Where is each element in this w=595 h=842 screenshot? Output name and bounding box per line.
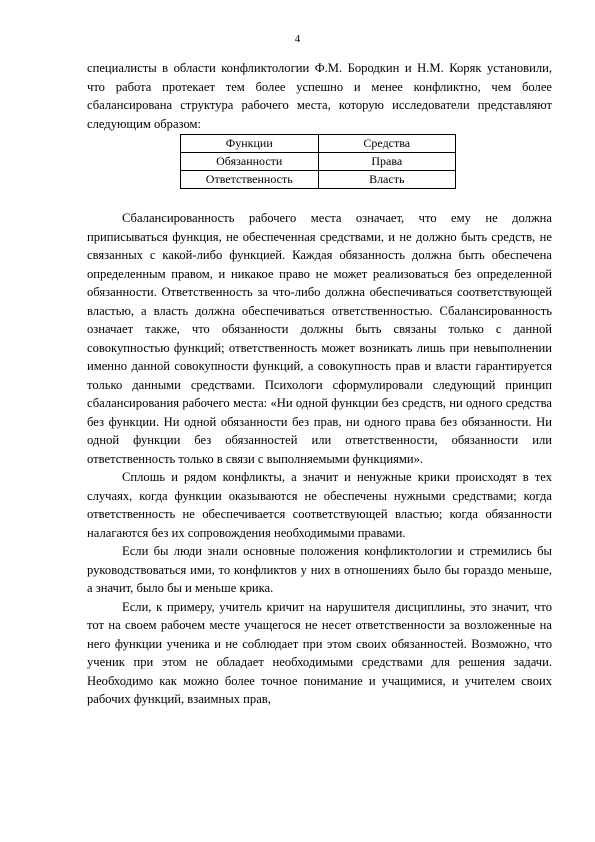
page-number: 4 (294, 33, 301, 45)
table-cell: Власть (318, 171, 456, 189)
table-cell: Ответственность (181, 171, 319, 189)
table-cell: Обязанности (181, 153, 319, 171)
paragraph-balance: Сбалансированность рабочего места означает, что ему не должна приписываться функция, не обеспеченная средствами, и не должно быть средств, не связанных с какой-либо функцией. Каждая обязанность должна быть обеспечена определенным правом, и никакое право не может реализоваться без определенной обязанности. Ответственность за что-либо должна обеспечиваться соответствующей властью, а власть должна обеспечиваться ответственностью. Сбалансированность означает также, что обязанности должны быть связаны только с данной совокупностью функций; ответственность может возникать лишь при невыполнении именно данной совокупности функций, а совокупность прав и власти гарантируется только данными средствами. Психологи сформулировали следующий принцип сбалансирования рабочего места: «Ни одной функции без средств, ни одного средства без функции. Ни одной обязанности без прав, ни одного права без обязанности. Ни одной функции без обязанностей или ответственности, обязанности или ответственность только в связи с выполняемыми функциями». (87, 211, 552, 466)
intro-paragraph: специалисты в области конфликтологии Ф.М. Бородкин и Н.М. Коряк установили, что работа протекает тем более успешно и менее конфликтно, чем более сбалансирована структура рабочего места, которую исследователи представляют следующим образом: (87, 61, 552, 131)
table-row (181, 171, 456, 189)
workplace-structure-table (180, 134, 456, 189)
table-row (181, 135, 456, 153)
table-cell: Средства (318, 135, 456, 153)
paragraph-conflicts: Сплошь и рядом конфликты, а значит и ненужные крики происходят в тех случаях, когда функции оказываются не обеспечены нужными средствами; когда ответственность не обеспечивается соответствующей властью; когда обязанности налагаются без их сопровождения необходимыми правами. (87, 470, 552, 540)
paragraph-conflictology: Если бы люди знали основные положения конфликтологии и стремились бы руководствоваться ими, то конфликтов у них в отношениях было бы гораздо меньше, а значит, было бы и меньше крика. (87, 544, 552, 595)
table-row (181, 153, 456, 171)
paragraph-teacher-example: Если, к примеру, учитель кричит на нарушителя дисциплины, это значит, что тот на своем рабочем месте учащегося не несет ответственности за возложенные на него функции ученика и не соблюдает при этом своих обязанностей. Возможно, что ученик при этом не обладает необходимыми средствами для решения задачи. Необходимо как можно более точное понимание и учащимися, и учителем своих рабочих функций, взаимных прав, (87, 599, 552, 706)
table-cell: Функции (181, 135, 319, 153)
table-cell: Права (318, 153, 456, 171)
document-body (87, 59, 552, 709)
